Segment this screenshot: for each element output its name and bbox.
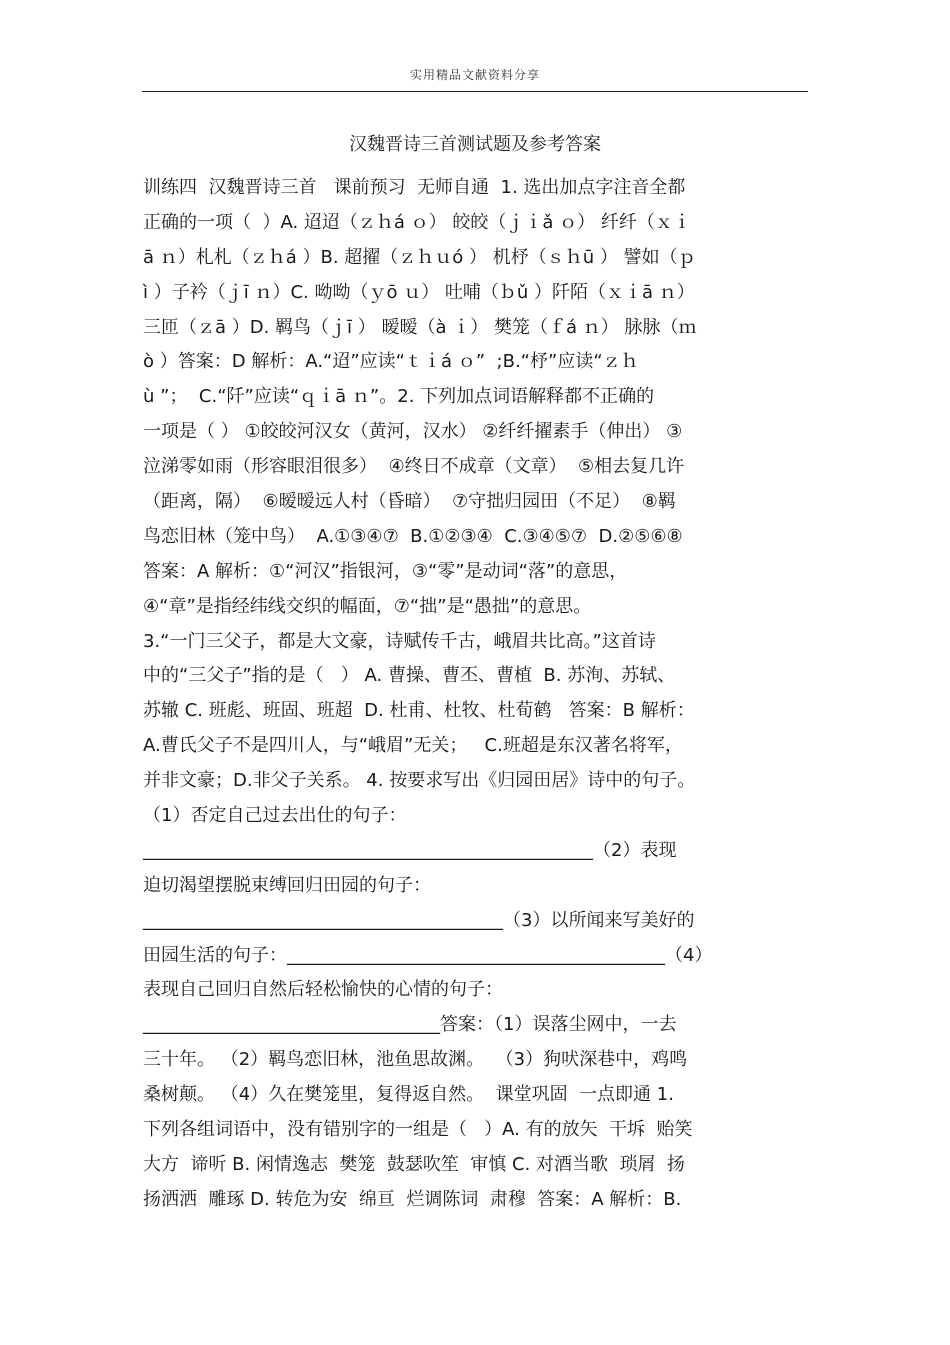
body-line: 田园生活的句子：__________________________________________（4） [143,944,713,966]
page-header: 实用精品文献资料分享 [409,68,540,82]
body-line: _________________________________答案：（1）误落尘网中，一去 [143,1014,677,1036]
body-line: ù ”； C.“阡”应读“ｑｉā ｎ”。2. 下列加点词语解释都不正确的 [143,386,655,408]
body-line: 迫切渴望摆脱束缚回归田园的句子： [143,874,431,896]
body-line: 3.“一门三父子，都是大文豪，诗赋传千古，峨眉共比高。”这首诗 [143,630,656,652]
body-line: 并非文豪；D.非父子关系。 4. 按要求写出《归园田居》诗中的句子。 [143,770,696,792]
body-line: 三匝（ｚā ）D. 羁鸟（ｊī ） 暧暧（à ｉ） 樊笼（ｆá ｎ） 脉脉（ｍ [143,316,697,338]
body-line: 训练四 汉魏晋诗三首 课前预习 无师自通 1. 选出加点字注音全都 [143,177,686,198]
body-line: 大方 谛听 B. 闲情逸志 樊笼 鼓瑟吹笙 审慎 C. 对酒当歌 琐屑 扬 [143,1153,685,1175]
body-line: 答案：A 解析：①“河汉”指银河，③“零”是动词“落”的意思， [143,560,628,582]
body-line: 一项是（ ） ①皎皎河汉女（黄河，汉水） ②纤纤擢素手（伸出） ③ [143,421,683,443]
body-line: A.曹氏父子不是四川人，与“峨眉”无关； C.班超是东汉著名将军， [143,735,683,757]
body-line: 苏辙 C. 班彪、班固、班超 D. 杜甫、杜牧、杜荀鹤 答案：B 解析： [143,700,695,722]
header-divider [142,91,808,92]
body-line: __________________________________________________（2）表现 [143,839,677,861]
body-line: ④“章”是指经纬线交织的幅面，⑦“拙”是“愚拙”的意思。 [143,595,592,617]
body-line: ì ）子衿（ｊī ｎ）C. 呦呦（ｙō ｕ） 吐哺（ｂǔ ）阡陌（ｘｉā ｎ） [143,281,695,303]
body-line: （距离，隔） ⑥暧暧远人村（昏暗） ⑦守拙归园田（不足） ⑧羁 [143,491,676,513]
body-line: ā ｎ）札札（ｚｈá ）B. 超擢（ｚｈｕó ） 机杼（ｓｈū ） 譬如（ｐ [143,246,696,268]
body-line: 中的“三父子”指的是（ ） A. 曹操、曹丕、曹植 B. 苏洵、苏轼、 [143,665,676,687]
body-line: 鸟恋旧林（笼中鸟） A.①③④⑦ B.①②③④ C.③④⑤⑦ D.②⑤⑥⑧ [143,525,683,547]
body-line: ________________________________________（3）以所闻来写美好的 [143,909,695,931]
body-line: 下列各组词语中，没有错别字的一组是（ ）A. 有的放矢 干坼 贻笑 [143,1119,693,1141]
document-title: 汉魏晋诗三首测试题及参考答案 [349,134,601,155]
body-line: 三十年。 （2）羁鸟恋旧林，池鱼思故渊。 （3）狗吠深巷中，鸡鸣 [143,1049,688,1071]
body-line: 扬洒洒 雕琢 D. 转危为安 绵亘 烂调陈词 肃穆 答案：A 解析：B. [143,1188,682,1210]
body-line: 表现自己回归自然后轻松愉快的心情的句子： [143,979,503,1001]
document-body [143,171,823,1218]
body-line: ò ）答案：D 解析：A.“迢”应读“ｔｉá ｏ” ;B.“杼”应读“ｚｈ [143,351,639,373]
body-line: （1）否定自己过去出仕的句子： [143,805,407,827]
body-line: 正确的一项（ ）A. 迢迢（ｚｈá ｏ） 皎皎（ｊｉǎ ｏ） 纤纤（ｘｉ [143,211,691,233]
body-line: 桑树颠。 （4）久在樊笼里，复得返自然。 课堂巩固 一点即通 1. [143,1084,674,1106]
body-line: 泣涕零如雨（形容眼泪很多） ④终日不成章（文章） ⑤相去复几许 [143,456,685,478]
